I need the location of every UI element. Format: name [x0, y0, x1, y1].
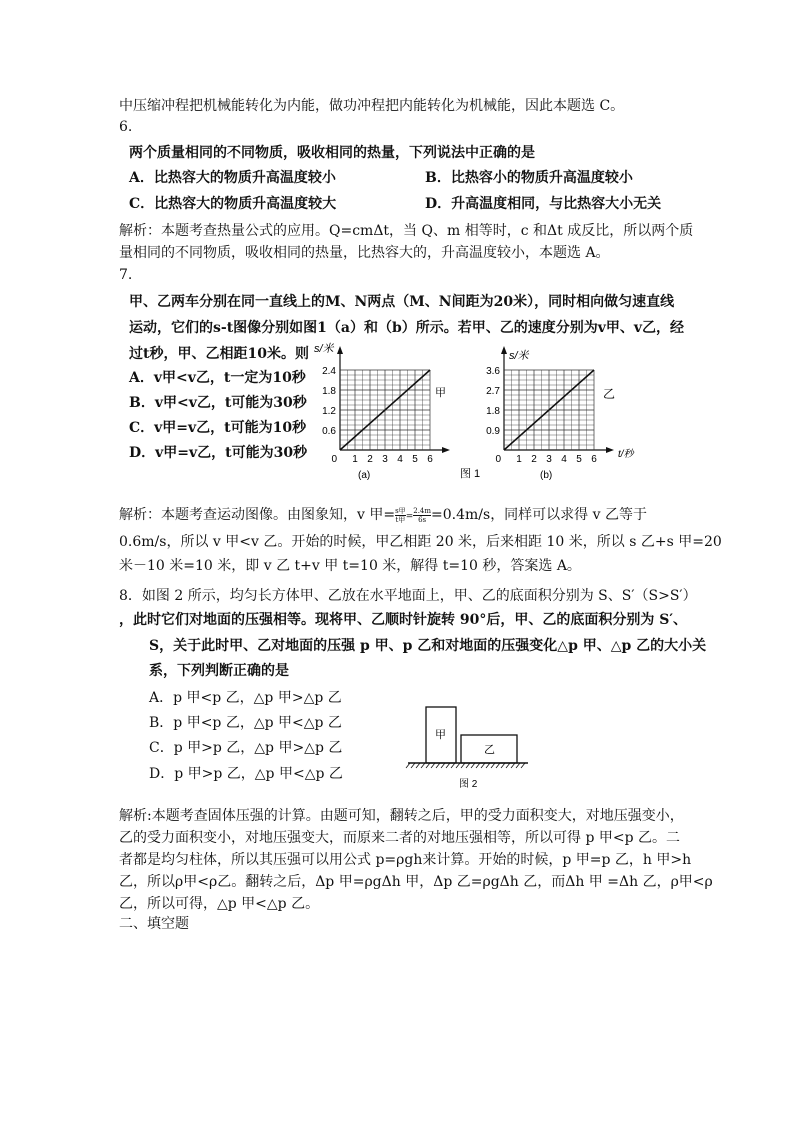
y-tick-label: 2.7 — [486, 386, 500, 397]
q7-option-d: D．v甲=v乙，t可能为30秒 — [129, 445, 308, 461]
q8-analysis-line-3: 者都是均匀柱体，所以其压强可以用公式 p=ρgh来计算。开始的时候，p 甲=p 乙，h 甲>h — [119, 852, 692, 868]
q7-analysis-line-3: 米－10 米=10 米，即 v 乙 t+v 甲 t=10 米，解得 t=10 秒，答案选 A。 — [119, 558, 581, 574]
q6-option-b: B．比热容小的物质升高温度较小 — [425, 170, 633, 186]
q7-stem-line-3: 过t秒，甲、乙相距10米。则 — [129, 346, 309, 362]
q6-number: 6. — [119, 119, 133, 135]
y-tick-label: 0.9 — [486, 426, 500, 437]
graph-a-x-arrow — [442, 447, 450, 453]
fraction-denominator: 6s — [418, 515, 427, 524]
q7-fraction-equals: = — [405, 512, 414, 522]
x-tick-label: 5 — [576, 454, 582, 465]
q8-option-a: A．p 甲<p 乙，△p 甲>△p 乙 — [149, 690, 342, 706]
graph-a-y-arrow — [337, 346, 343, 354]
graph-b-sublabel: (b) — [540, 470, 553, 481]
x-tick-label: 4 — [397, 454, 403, 465]
x-tick-label: 2 — [367, 454, 373, 465]
fraction-numerator: s甲 — [395, 506, 406, 515]
x-tick-label: 4 — [561, 454, 567, 465]
q7-fraction-values — [413, 507, 431, 524]
q8-stem-line-2: ，此时它们对地面的压强相等。现将甲、乙顺时针旋转 90°后，甲、乙的底面积分别为 S′、 — [119, 612, 688, 628]
graph-a-sublabel: (a) — [358, 470, 371, 481]
q8-analysis-line-4: 乙，所以ρ甲<ρ乙。翻转之后，Δp 甲=ρgΔh 甲，Δp 乙=ρgΔh 乙，而Δh 甲 =Δh 乙，ρ甲<ρ — [119, 874, 713, 890]
x-tick-label: 3 — [546, 454, 552, 465]
q6-option-a: A．比热容大的物质升高温度较小 — [129, 170, 336, 186]
y-tick-label: 1.8 — [486, 406, 500, 417]
graph-b — [486, 346, 635, 481]
graph-b-x-arrow — [606, 447, 614, 453]
q6-option-d: D．升高温度相同，与比热容大小无关 — [425, 196, 662, 212]
graph-b-y-label: s/米 — [509, 350, 529, 362]
q6-option-c: C．比热容大的物质升高温度较大 — [129, 196, 337, 212]
y-tick-label: 1.2 — [322, 406, 336, 417]
x-tick-label: 0 — [331, 454, 337, 465]
q8-option-b: B．p 甲<p 乙，△p 甲<△p 乙 — [149, 715, 342, 731]
q8-analysis-line-1: 解析:本题考查固体压强的计算。由题可知，翻转之后，甲的受力面积变大，对地压强变小， — [119, 808, 684, 824]
figure-2 — [404, 702, 534, 794]
graph-a-y-label: s/米 — [314, 343, 334, 355]
y-tick-label: 3.6 — [486, 366, 500, 377]
y-tick-label: 2.4 — [322, 366, 336, 377]
q8-stem-line-4: 系，下列判断正确的是 — [149, 663, 289, 679]
q7-fraction-s-over-t — [395, 507, 406, 524]
q7-analysis-pre: 解析：本题考查运动图像。由图象知，v 甲= — [119, 507, 396, 523]
fraction-numerator: 2.4m — [413, 506, 432, 515]
block-yi-label: 乙 — [484, 744, 495, 756]
q8-option-c: C．p 甲>p 乙，△p 甲>△p 乙 — [149, 740, 343, 756]
q8-analysis-line-2: 乙的受力面积变小，对地压强变大，而原来二者的对地压强相等，所以可得 p 甲<p 乙。二 — [119, 830, 681, 846]
x-tick-label: 5 — [412, 454, 418, 465]
x-tick-label: 3 — [382, 454, 388, 465]
q7-analysis-line-2: 0.6m/s，所以 v 甲<v 乙。开始的时候，甲乙相距 20 米，后来相距 10 米，所以 s 乙+s 甲=20 — [119, 534, 722, 550]
graph-b-series-label: 乙 — [603, 387, 616, 401]
fraction-denominator: t甲 — [395, 515, 406, 524]
x-tick-label: 2 — [531, 454, 537, 465]
q8-stem-line-3: S，关于此时甲、乙对地面的压强 p 甲、p 乙和对地面的压强变化△p 甲、△p 乙的大小关 — [149, 638, 707, 654]
graph-a — [314, 342, 450, 481]
q7-analysis-line-1 — [119, 504, 647, 528]
y-tick-label: 0.6 — [322, 426, 336, 437]
q8-stem-line-1: 8．如图 2 所示，均匀长方体甲、乙放在水平地面上，甲、乙的底面积分别为 S、S′（S>S′） — [119, 588, 697, 604]
x-tick-label: 1 — [516, 454, 522, 465]
x-tick-label: 0 — [495, 454, 501, 465]
x-tick-label: 6 — [591, 454, 597, 465]
graph-b-y-arrow — [501, 346, 507, 354]
q6-analysis-line-1: 解析：本题考查热量公式的应用。Q=cmΔt，当 Q、m 相等时，c 和Δt 成反比，所以两个质 — [119, 223, 694, 239]
y-tick-label: 1.8 — [322, 386, 336, 397]
q7-analysis-post: =0.4m/s，同样可以求得 v 乙等于 — [431, 507, 647, 523]
graph-b-x-label: t/秒 — [618, 449, 634, 460]
graph-a-series-label: 甲 — [435, 387, 446, 399]
q8-option-d: D．p 甲>p 乙，△p 甲<△p 乙 — [149, 766, 343, 782]
x-tick-label: 6 — [427, 454, 433, 465]
q6-stem: 两个质量相同的不同物质，吸收相同的热量，下列说法中正确的是 — [129, 145, 535, 161]
x-tick-label: 1 — [352, 454, 358, 465]
block-jia-label: 甲 — [435, 729, 446, 741]
q6-analysis-line-2: 量相同的不同物质，吸收相同的热量，比热容大的，升高温度较小，本题选 A。 — [119, 245, 610, 261]
q7-number: 7. — [119, 267, 133, 283]
figure-1 — [296, 340, 656, 490]
q8-analysis-line-5: 乙，所以可得，△p 甲<△p 乙。 — [119, 896, 320, 912]
q7-option-a: A．v甲<v乙，t一定为10秒 — [129, 370, 306, 386]
figure-2-caption: 图 2 — [459, 779, 478, 790]
q7-option-b: B．v甲<v乙，t可能为30秒 — [129, 395, 307, 411]
q7-stem-line-1: 甲、乙两车分别在同一直线上的M、N两点（M、N间距为20米），同时相向做匀速直线 — [129, 294, 675, 310]
q7-option-c: C．v甲=v乙，t可能为10秒 — [129, 420, 307, 436]
intro-line: 中压缩冲程把机械能转化为内能，做功冲程把内能转化为机械能，因此本题选 C。 — [119, 98, 625, 114]
section-heading: 二、填空题 — [119, 916, 189, 932]
q7-stem-line-2: 运动，它们的s-t图像分别如图1（a）和（b）所示。若甲、乙的速度分别为v甲、v乙，经 — [129, 320, 685, 336]
figure-1-caption: 图 1 — [460, 468, 481, 480]
